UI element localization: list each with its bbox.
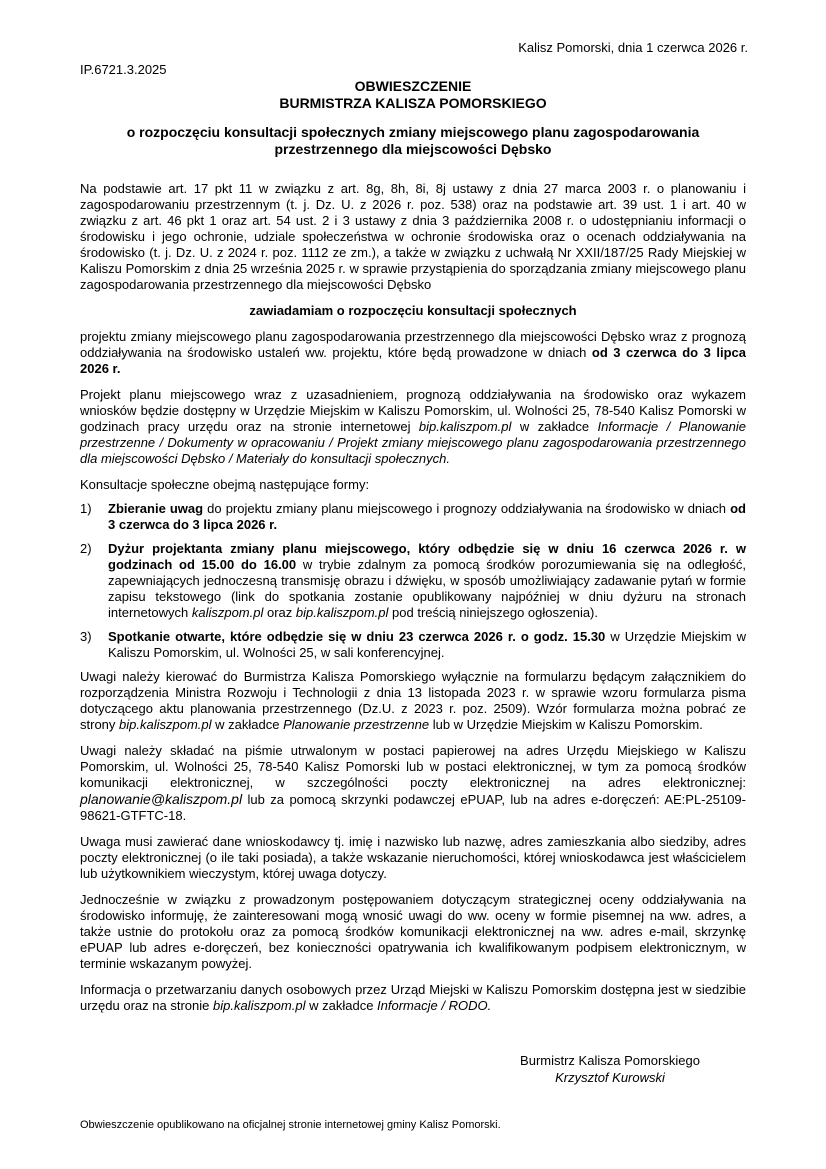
consultation-forms-list (80, 501, 746, 661)
form-title: Dyżur projektanta zmiany planu miejscowego, który odbędzie się w dniu 16 czerwca 2026 r. w godzinach od 15.00 do 16.00 (108, 541, 746, 572)
form-title: Zbieranie uwag (108, 501, 204, 516)
list-item-text (108, 541, 746, 621)
document-subject (80, 124, 746, 158)
subject-line-1: o rozpoczęciu konsultacji społecznych zmiany miejscowego planu zagospodarowania (126, 124, 700, 140)
signature-name: Krzysztof Kurowski (555, 1070, 665, 1085)
form-text-c: pod treścią niniejszego ogłoszenia). (392, 605, 599, 620)
form-text-b: oraz (267, 605, 293, 620)
rodo-paragraph (80, 982, 746, 1014)
email-link[interactable]: planowanie@kaliszpom.pl (80, 791, 243, 807)
forms-intro: Konsultacje społeczne obejmą następujące formy: (80, 477, 370, 492)
document-title (80, 78, 746, 112)
list-item (80, 501, 746, 533)
list-item-text (108, 501, 746, 533)
remarks-site-link[interactable]: bip.kaliszpom.pl (119, 717, 212, 732)
reference-number: IP.6721.3.2025 (80, 62, 167, 77)
form-text: do projektu zmiany planu miejscowego i prognozy oddziaływania na środowisko w dniach (207, 501, 727, 516)
rodo-tab: Informacje / RODO. (377, 998, 492, 1013)
project-dates: od 3 czerwca do 3 lipca 2026 r. (80, 345, 747, 376)
signature-block (480, 1052, 740, 1086)
form-text: w Urzędzie Miejskim w Kaliszu Pomorskim, ul. Wolności 25, w sali konferencyjnej. (108, 629, 746, 660)
project-text: projektu zmiany miejscowego planu zagospodarowania przestrzennego dla miejscowości Dębsko wraz z prognozą oddziaływania na środowisko ustaleń ww. projektu, które będą prowadzone w dniach (80, 329, 746, 360)
signature-title: Burmistrz Kalisza Pomorskiego (520, 1053, 700, 1068)
remarks-text: Uwagi należy kierować do Burmistrza Kalisza Pomorskiego wyłącznie na formularzu będącym załącznikiem do rozporządzenia Ministra Rozwoju i Technologii z dnia 13 listopada 2023 r. w sprawie wzoru formularza pisma dotyczącego aktu planowania przestrzennego (Dz.U. z 2023 r. poz. 2509). Wzór formularza można pobrać ze strony (80, 669, 746, 732)
rodo-text: Informacja o przetwarzaniu danych osobowych przez Urząd Miejski w Kaliszu Pomorskim dostępna jest w siedzibie urzędu oraz na stronie (80, 982, 746, 1013)
form-title: Spotkanie otwarte, które odbędzie się w dniu 23 czerwca 2026 r. o godz. 15.30 (108, 629, 606, 644)
list-item (80, 541, 746, 621)
place-date: Kalisz Pomorski, dnia 1 czerwca 2026 r. (518, 40, 748, 55)
remarks-paragraph (80, 669, 746, 733)
remarks-text-b: w zakładce (215, 717, 280, 732)
rodo-site-link[interactable]: bip.kaliszpom.pl (212, 998, 306, 1013)
form-site-link-a[interactable]: kaliszpom.pl (191, 605, 264, 620)
list-item-text (108, 629, 746, 661)
announcement-heading: zawiadamiam o rozpoczęciu konsultacji społecznych (249, 303, 577, 318)
availability-paragraph (80, 387, 746, 467)
form-text: w trybie zdalnym za pomocą środków porozumiewania się na odległość, zapewniających jednoczesną transmisję obrazu i dźwięku, w sposób umożliwiający zadawanie pytań w formie zapisu tekstowego (link do spotkania zostanie opublikowany najpóźniej w dniu dyżuru na stronach internetowych (108, 557, 746, 620)
list-item-number: 2) (80, 541, 92, 556)
strategic-assessment-paragraph: Jednocześnie w związku z prowadzonym postępowaniem dotyczącym strategicznej oceny oddziaływania na środowisko informuję, że zainteresowani mogą wnosić uwagi do ww. oceny w formie pisemnej na ww. adres, a także ustnie do protokołu oraz za pomocą środków komunikacji elektronicznej na ww. adres e-mail, skrzynkę ePUAP lub adres e-doręczeń, bez konieczności opatrywania ich kwalifikowanym podpisem elektronicznym, w terminie wskazanym powyżej. (80, 892, 746, 971)
availability-path: Informacje / Planowanie przestrzenne / Dokumenty w opracowaniu / Projekt zmiany miejscowego planu zagospodarowania przestrzennego dla miejscowości Dębsko / Materiały do konsultacji społecznych. (80, 419, 746, 466)
footer-note: Obwieszczenie opublikowano na oficjalnej stronie internetowej gminy Kalisz Pomorski. (80, 1119, 501, 1131)
legal-basis-paragraph: Na podstawie art. 17 pkt 11 w związku z art. 8g, 8h, 8i, 8j ustawy z dnia 27 marca 2003 r. o planowaniu i zagospodarowaniu przestrzennym (t. j. Dz. U. z 2026 r. poz. 538) oraz na podstawie art. 39 ust. 1 i art. 40 w związku z art. 46 pkt 1 oraz art. 54 ust. 2 i 3 ustawy z dnia 3 października 2008 r. o udostępnianiu informacji o środowisku i jego ochronie, udziale społeczeństwa w ochronie środowiska oraz o ocenach oddziaływania na środowisko (t. j. Dz. U. z 2024 r. poz. 1112 ze zm.), a także w związku z uchwałą Nr XXII/187/25 Rady Miejskiej w Kaliszu Pomorskim z dnia 25 września 2025 r. w sprawie przystąpienia do sporządzania zmiany miejscowego planu zagospodarowania przestrzennego dla miejscowości Dębsko (80, 181, 746, 292)
remarks-text-c: lub w Urzędzie Miejskim w Kaliszu Pomorskim. (432, 717, 703, 732)
document-body (80, 181, 746, 1024)
availability-text: Projekt planu miejscowego wraz z uzasadnieniem, prognozą oddziaływania na środowisko oraz wykazem wniosków będzie dostępny w Urzędzie Miejskim w Kaliszu Pomorskim, ul. Wolności 25, 78-540 Kalisz Pomorski w godzinach pracy urzędu oraz na stronie internetowej (80, 387, 746, 434)
list-item (80, 629, 746, 661)
rodo-text-b: w zakładce (309, 998, 374, 1013)
content-requirements-paragraph: Uwaga musi zawierać dane wnioskodawcy tj. imię i nazwisko lub nazwę, adres zamieszkania albo siedziby, adres poczty elektronicznej (o ile taki posiada), a także wskazanie nieruchomości, której wnioskodawca jest właścicielem lub użytkownikiem wieczystym, której uwaga dotyczy. (80, 834, 746, 881)
list-item-number: 3) (80, 629, 92, 644)
subject-line-2: przestrzennego dla miejscowości Dębsko (274, 141, 552, 157)
project-paragraph (80, 329, 746, 377)
submission-text: Uwagi należy składać na piśmie utrwalonym w postaci papierowej na adres Urzędu Miejskiego w Kaliszu Pomorskim, ul. Wolności 25, 78-540 Kalisz Pomorski lub w postaci elektronicznej, w tym za pomocą środków komunikacji elektronicznej, w szczególności poczty elektronicznej na adres elektronicznej: (80, 743, 746, 790)
form-site-link-b[interactable]: bip.kaliszpom.pl (295, 605, 389, 620)
submission-paragraph (80, 743, 746, 824)
form-dates: od 3 czerwca do 3 lipca 2026 r. (108, 501, 746, 532)
title-line-1: OBWIESZCZENIE (354, 78, 472, 94)
list-item-number: 1) (80, 501, 92, 516)
remarks-tab: Planowanie przestrzenne (283, 717, 430, 732)
availability-site-link[interactable]: bip.kaliszpom.pl (418, 419, 512, 434)
title-line-2: BURMISTRZA KALISZA POMORSKIEGO (279, 95, 547, 111)
availability-text-b: w zakładce (519, 419, 590, 434)
submission-text-b: lub za pomocą skrzynki podawczej ePUAP, lub na adres e-doręczeń: AE:PL-25109-98621-GTFTC-18. (80, 792, 746, 823)
